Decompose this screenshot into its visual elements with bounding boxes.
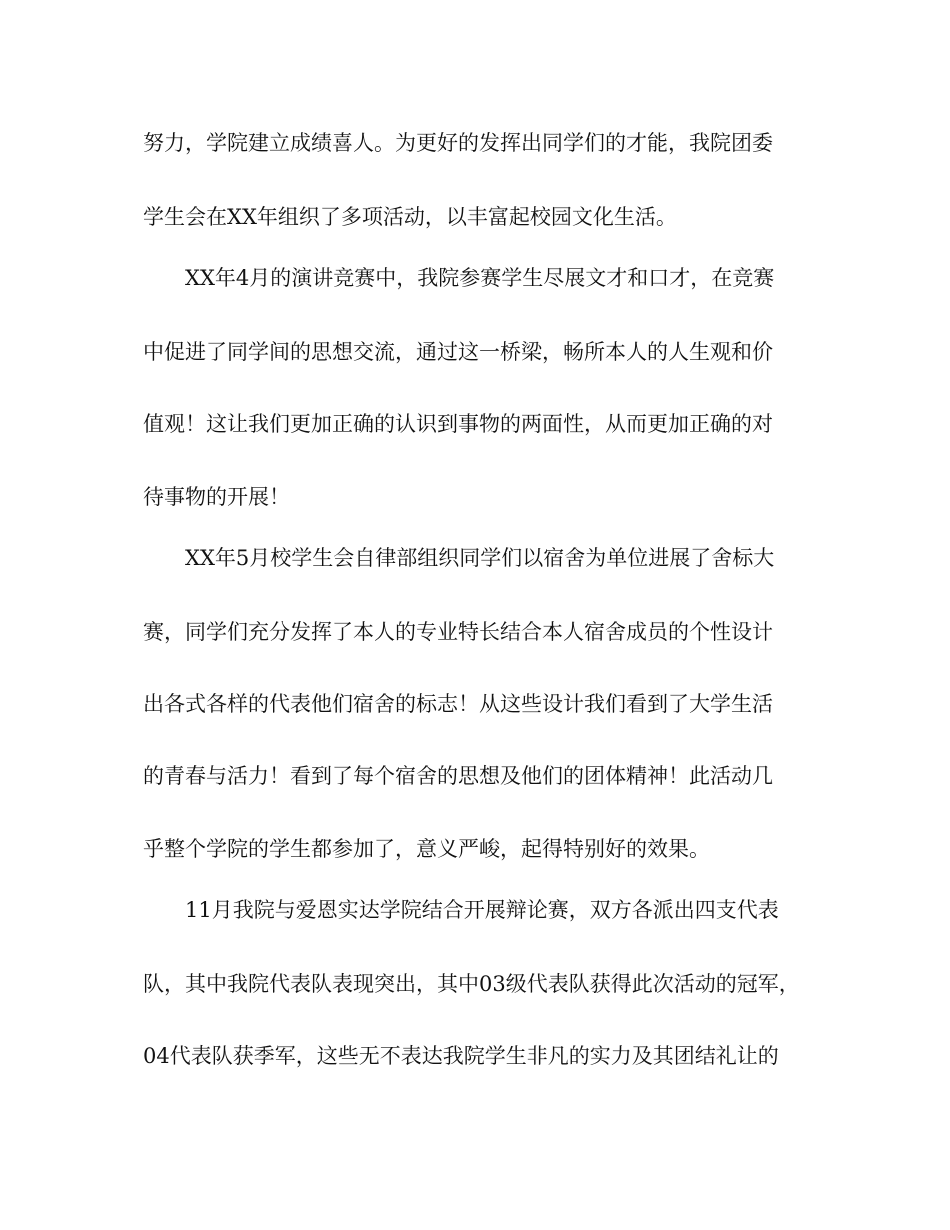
text-line: 中促进了同学间的思想交流，通过这一桥梁，畅所本人的人生观和价 <box>143 340 773 364</box>
paragraph-start-line: XX年4月的演讲竞赛中，我院参赛学生尽展文才和口才，在竞赛 <box>185 266 775 290</box>
paragraph-start-line: XX年5月校学生会自律部组织同学们以宿舍为单位进展了舍标大 <box>185 546 775 570</box>
text-line: 待事物的开展！ <box>143 485 290 509</box>
text-line: 值观！这让我们更加正确的认识到事物的两面性，从而更加正确的对 <box>143 412 773 436</box>
paragraph-start-line: 11月我院与爱恩实达学院结合开展辩论赛，双方各派出四支代表 <box>185 898 779 922</box>
text-line: 的青春与活力！看到了每个宿舍的思想及他们的团体精神！此活动几 <box>143 764 773 788</box>
text-line: 乎整个学院的学生都参加了，意义严峻，起得特别好的效果。 <box>143 837 710 861</box>
text-line: 队，其中我院代表队表现突出，其中03级代表队获得此次活动的冠军， <box>143 972 800 996</box>
text-line: 赛，同学们充分发挥了本人的专业特长结合本人宿舍成员的个性设计 <box>143 620 773 644</box>
text-line: 努力，学院建立成绩喜人。为更好的发挥出同学们的才能，我院团委 <box>143 131 773 155</box>
text-line: 04代表队获季军，这些无不表达我院学生非凡的实力及其团结礼让的 <box>143 1044 779 1068</box>
text-line: 出各式各样的代表他们宿舍的标志！从这些设计我们看到了大学生活 <box>143 692 773 716</box>
text-line: 学生会在XX年组织了多项活动，以丰富起校园文化生活。 <box>143 205 677 229</box>
